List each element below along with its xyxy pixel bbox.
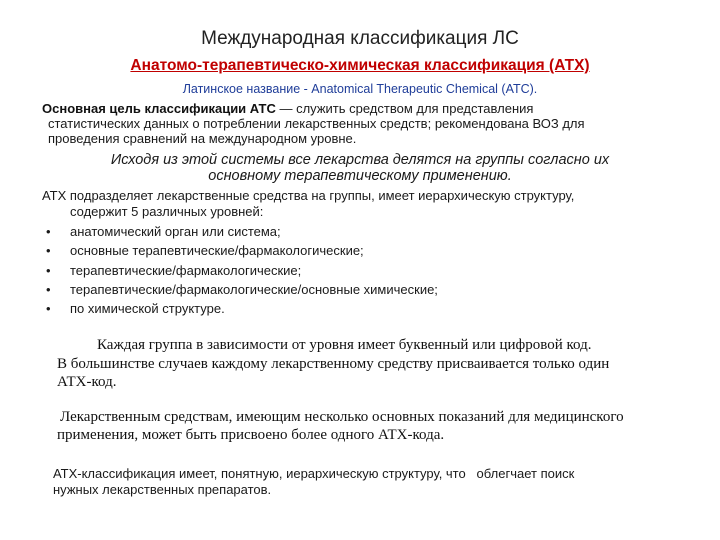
italic-note-line2: основному терапевтическому применению. xyxy=(208,168,512,184)
bullet-icon: • xyxy=(46,281,51,297)
list-item xyxy=(42,299,438,318)
codes-line3: АТХ-код. xyxy=(57,374,117,390)
level-text: терапевтические/фармакологические/основные химические; xyxy=(70,281,438,297)
slide-subtitle: Анатомо-терапевтическо-химическая классификация (АТХ) xyxy=(130,57,590,74)
codes-line1: Каждая группа в зависимости от уровня имеет буквенный или цифровой код. xyxy=(97,337,592,353)
levels-list xyxy=(42,222,438,318)
conclusion-line2: нужных лекарственных препаратов. xyxy=(53,482,272,497)
goal-line3: проведения сравнений на международном уровне. xyxy=(48,131,357,146)
level-text: анатомический орган или система; xyxy=(70,224,281,239)
slide-title: Международная классификация ЛС xyxy=(201,28,519,49)
bullet-icon: • xyxy=(46,224,51,239)
list-item xyxy=(42,241,438,260)
level-text: терапевтические/фармакологические; xyxy=(70,262,302,278)
level-text: основные терапевтические/фармакологические; xyxy=(70,243,364,259)
bullet-icon: • xyxy=(46,301,51,317)
bullet-icon: • xyxy=(46,262,51,278)
goal-bold-label: Основная цель классификации АТС xyxy=(42,101,276,116)
list-item xyxy=(42,261,438,280)
list-item xyxy=(42,222,438,241)
classification-goal xyxy=(42,101,585,146)
goal-line1: — служить средством для представления xyxy=(275,101,534,116)
conclusion-line1: АТХ-классификация имеет, понятную, иерархическую структуру, что облегчает поиск xyxy=(53,466,575,481)
list-item xyxy=(42,280,438,299)
italic-note-line1: Исходя из этой системы все лекарства делятся на группы согласно их xyxy=(110,152,610,168)
goal-line2: статистических данных о потреблении лекарственных средств; рекомендована ВОЗ для xyxy=(48,116,585,131)
multiple-line1: Лекарственным средствам, имеющим несколько основных показаний для медицинского xyxy=(60,409,624,425)
codes-line2: В большинстве случаев каждому лекарственному средству присваивается только один xyxy=(57,356,610,372)
multiple-line2: применения, может быть присвоено более одного АТХ-кода. xyxy=(57,427,445,443)
latin-name: Латинское название - Anatomical Therapeutic Chemical (ATC). xyxy=(182,82,538,96)
level-text: по химической структуре. xyxy=(70,301,225,317)
bullet-icon: • xyxy=(46,243,51,259)
structure-line1: АТХ подразделяет лекарственные средства на группы, имеет иерархическую структуру, xyxy=(42,188,575,203)
structure-line2: содержит 5 различных уровней: xyxy=(70,204,264,219)
